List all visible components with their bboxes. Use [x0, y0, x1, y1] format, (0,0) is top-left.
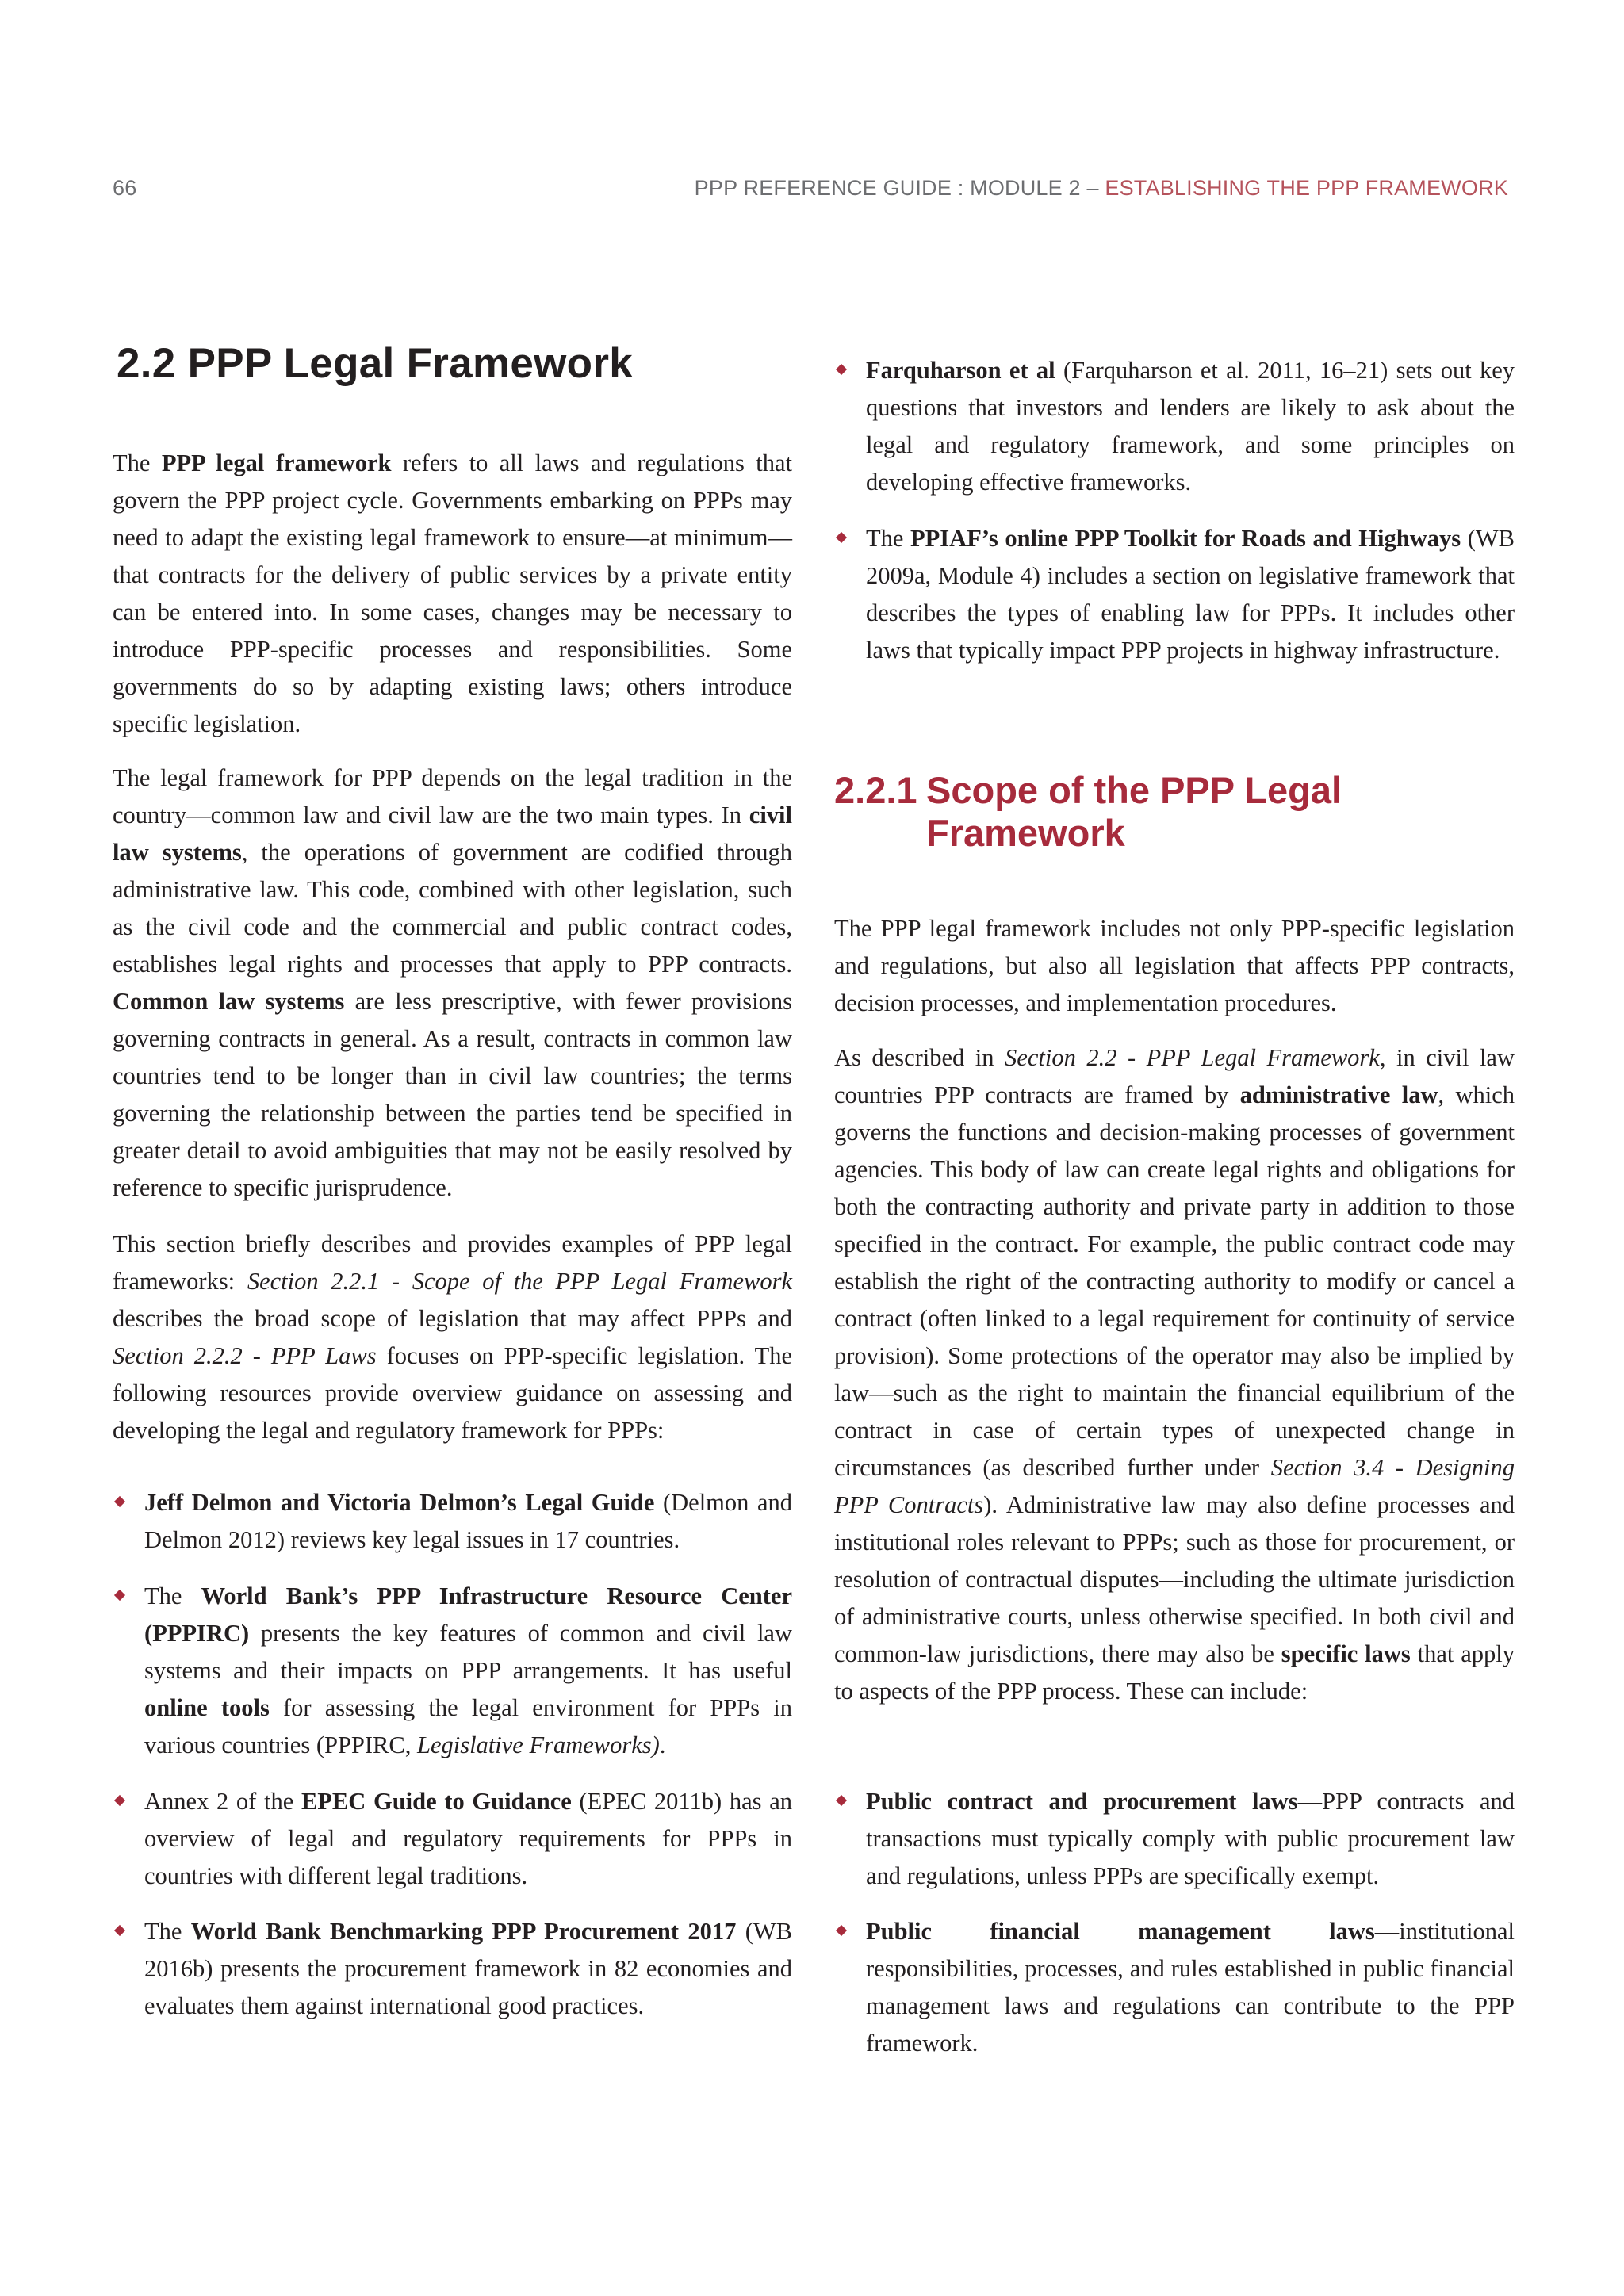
list-item: The PPIAF’s online PPP Toolkit for Roads and Highways (WB 2009a, Module 4) includes a section on legislative framework that describes the types of enabling law for PPPs. It includes other laws that typically impact PPP projects in highway infrastructure. [834, 520, 1515, 669]
list-item: Public financial management laws—institutional responsibilities, processes, and rules established in public financial management laws and regulations can contribute to the PPP framework. [834, 1913, 1515, 2062]
list-item: Farquharson et al (Farquharson et al. 2011, 16–21) sets out key questions that investors and lenders are likely to ask about the legal and regulatory framework, and some principles on developing effective frameworks. [834, 352, 1515, 501]
list-item: Annex 2 of the EPEC Guide to Guidance (EPEC 2011b) has an overview of legal and regulatory requirements for PPPs in countries with different legal traditions. [113, 1783, 792, 1895]
subsection-title: 2.2.1 Scope of the PPP Legal Framework [834, 769, 1342, 854]
bullet-diamond-icon [836, 532, 847, 543]
list-item: Public contract and procurement laws—PPP contracts and transactions must typically comply with public procurement law and regulations, unless PPPs are specifically exempt. [834, 1783, 1515, 1895]
right-paragraph-2: As described in Section 2.2 - PPP Legal Framework, in civil law countries PPP contracts are framed by administrative law, which governs the functions and decision-making processes of government agencies. This body of law can create legal rights and obligations for both the contracting authority and private party in addition to those specified in the contract. For example, the public contract code may establish the right of the contracting authority to modify or cancel a contract (often linked to a legal requirement for continuity of service provision). Some protections of the operator may also be implied by law—such as the right to maintain the financial equilibrium of the contract in case of certain types of unexpected change in circumstances (as described further under Section 3.4 - Designing PPP Contracts). Administrative law may also define processes and institutional roles relevant to PPPs; such as those for procurement, or resolution of contractual disputes—including the ultimate jurisdiction of administrative courts, unless otherwise specified. In both civil and common-law jurisdictions, there may also be specific laws that apply to aspects of the PPP process. These can include: [834, 1044, 1515, 1705]
left-paragraph-1: The PPP legal framework refers to all laws and regulations that govern the PPP project cycle. Governments embarking on PPPs may need to adapt the existing legal framework to ensure—at minimum—that contracts for the delivery of public services by a private entity can be entered into. In some cases, changes may be necessary to introduce PPP-specific processes and responsibilities. Some governments do so by adapting existing laws; others introduce specific legislation. [113, 450, 793, 737]
right-specific-laws-list-2 [834, 1913, 1515, 2062]
bullet-diamond-icon [114, 1590, 125, 1601]
bullet-diamond-icon [114, 1925, 125, 1936]
page-number: 66 [113, 176, 137, 200]
list-item: Jeff Delmon and Victoria Delmon’s Legal Guide (Delmon and Delmon 2012) reviews key legal issues in 17 countries. [113, 1484, 792, 1559]
left-resource-list-3 [113, 1783, 792, 1895]
running-title-accent: ESTABLISHING THE PPP FRAMEWORK [1105, 176, 1508, 200]
left-paragraph-2: The legal framework for PPP depends on the legal tradition in the country—common law and civil law are the two main types. In civil law systems, the operations of government are codified through administrative law. This code, combined with other legislation, such as the civil code and the commercial and public contract codes, establishes legal rights and processes that apply to PPP contracts. Common law systems are less prescriptive, with fewer provisions governing contracts in general. As a result, contracts in common law countries tend to be longer than in civil law countries; the terms governing the relationship between the parties tend be specified in greater detail to avoid ambiguities that may not be easily resolved by reference to specific jurisprudence. [113, 764, 793, 1201]
bullet-diamond-icon [114, 1795, 125, 1806]
bullet-diamond-icon [114, 1496, 125, 1507]
list-item: The World Bank Benchmarking PPP Procurement 2017 (WB 2016b) presents the procurement framework in 82 economies and evaluates them against international good practices. [113, 1913, 792, 2025]
right-resource-list [834, 352, 1515, 501]
section-title: 2.2 PPP Legal Framework [117, 340, 634, 387]
bullet-diamond-icon [836, 1925, 847, 1936]
left-resource-list-2 [113, 1578, 792, 1764]
left-resource-list [113, 1484, 792, 1559]
bullet-diamond-icon [836, 1795, 847, 1806]
list-item: The World Bank’s PPP Infrastructure Resource Center (PPPIRC) presents the key features of common and civil law systems and their impacts on PPP arrangements. It has useful online tools for assessing the legal environment for PPPs in various countries (PPPIRC, Legislative Frameworks). [113, 1578, 792, 1764]
left-paragraph-3: This section briefly describes and provides examples of PPP legal frameworks: Section 2.2.1 - Scope of the PPP Legal Framework describes the broad scope of legislation that may affect PPPs and Section 2.2.2 - PPP Laws focuses on PPP-specific legislation. The following resources provide overview guidance on assessing and developing the legal and regulatory framework for PPPs: [113, 1230, 793, 1444]
bullet-diamond-icon [836, 364, 847, 375]
right-specific-laws-list [834, 1783, 1515, 1895]
left-resource-list-4 [113, 1913, 792, 2025]
right-resource-list-2 [834, 520, 1515, 669]
running-title: PPP REFERENCE GUIDE : MODULE 2 – ESTABLISHING THE PPP FRAMEWORK [694, 176, 1508, 200]
right-paragraph-1: The PPP legal framework includes not only PPP-specific legislation and regulations, but also all legislation that affects PPP contracts, decision processes, and implementation procedures. [834, 915, 1515, 1016]
